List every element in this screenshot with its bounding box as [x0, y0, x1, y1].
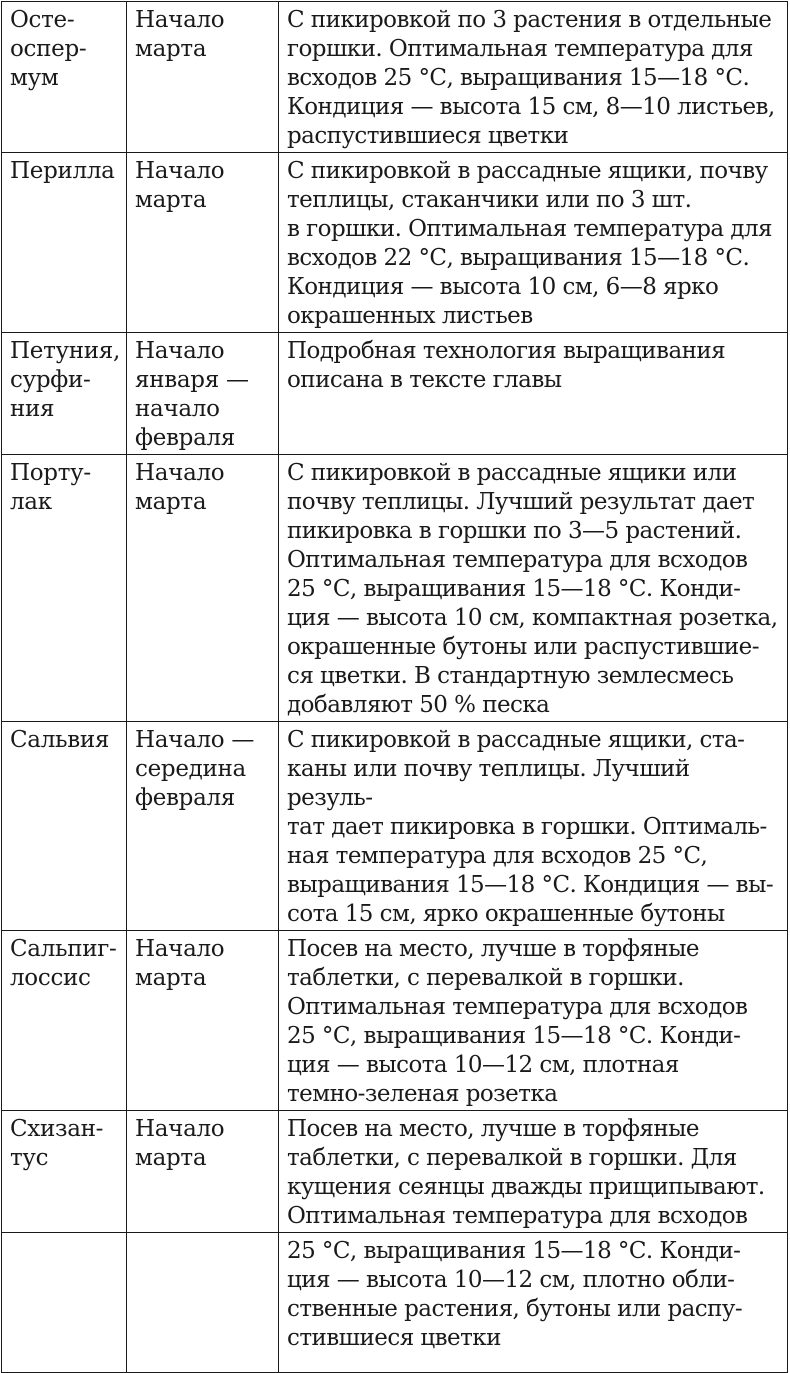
growing-notes-cell [279, 722, 788, 931]
table-row-osteospermum [2, 2, 788, 153]
sowing-date: Начало марта [135, 936, 225, 991]
plant-name-cell [2, 153, 127, 333]
growing-notes-cell [279, 1111, 788, 1233]
growing-notes: Посев на место, лучше в торфяные таблетки, с перевалкой в горшки. Для кущения сеянцы дважды прищипывают. Оптимальная температура для всходов [287, 1116, 765, 1229]
sowing-date-cell [127, 722, 279, 931]
table-row-schizanthus [2, 1111, 788, 1233]
growing-notes: Посев на место, лучше в торфяные таблетки, с перевалкой в горшки. Оптимальная температура для всходов 25 °С, выращивания 15—18 °С. Конди- ция — высота 10—12 см, плотная темно-зеленая розетка [287, 936, 748, 1107]
plant-name: Сальпиг- лоссис [10, 936, 117, 991]
table-row-salvia [2, 722, 788, 931]
growing-notes: С пикировкой в рассадные ящики, почву теплицы, стаканчики или по 3 шт. в горшки. Оптимальная температура для всходов 22 °С, выращивания 15—18 °С. Кондиция — высота 10 см, 6—8 ярко окрашенных листьев [287, 158, 772, 329]
table-row-petunia [2, 333, 788, 455]
sowing-date-cell [127, 153, 279, 333]
growing-notes: С пикировкой по 3 растения в отдельные горшки. Оптимальная температура для всходов 25 °С, выращивания 15—18 °С. Кондиция — высота 15 см, 8—10 листьев, распустившиеся цветки [287, 7, 775, 149]
growing-notes-cell [279, 455, 788, 722]
plant-name-cell [2, 931, 127, 1111]
sowing-date-cell [127, 2, 279, 153]
growing-notes-cell [279, 333, 788, 455]
table-row-salpiglossis [2, 931, 788, 1111]
sowing-date-cell [127, 455, 279, 722]
plant-name-cell [2, 1111, 127, 1233]
plant-name-cell [2, 455, 127, 722]
plant-name: Осте- оспер- мум [10, 7, 87, 91]
plant-name-cell [2, 333, 127, 455]
plant-name: Схизан- тус [10, 1116, 104, 1171]
plant-name: Порту- лак [10, 460, 91, 515]
plant-sowing-table [1, 1, 788, 1373]
growing-notes-cell [279, 2, 788, 153]
plant-name: Петуния, сурфи- ния [10, 338, 121, 422]
growing-notes-cell [279, 1233, 788, 1373]
sowing-date: Начало марта [135, 158, 225, 213]
growing-notes: С пикировкой в рассадные ящики или почву теплицы. Лучший результат дает пикировка в горшки по 3—5 растений. Оптимальная температура для всходов 25 °С, выращивания 15—18 °С. Конди- ция — высота 10 см, компактная розетка, окрашенные бутоны или распустившие- ся цветки. В стандартную землесмесь добавляют 50 % песка [287, 460, 778, 718]
plant-name: Сальвия [10, 727, 110, 753]
sowing-date-cell [127, 931, 279, 1111]
sowing-date: Начало января — начало февраля [135, 338, 249, 451]
plant-name: Перилла [10, 158, 115, 184]
growing-notes: Подробная технология выращивания описана в тексте главы [287, 338, 726, 393]
sowing-date: Начало марта [135, 460, 225, 515]
sowing-date-cell [127, 1233, 279, 1373]
table-row-perilla [2, 153, 788, 333]
sowing-date-cell [127, 333, 279, 455]
sowing-date: Начало марта [135, 7, 225, 62]
sowing-date: Начало марта [135, 1116, 225, 1171]
growing-notes: С пикировкой в рассадные ящики, ста- каны или почву теплицы. Лучший резуль- тат дает пикировка в горшки. Оптималь- ная температура для всходов 25 °С, выращивания 15—18 °С. Кондиция — вы- сота 15 см, ярко окрашенные бутоны [287, 727, 774, 927]
sowing-date: Начало — середина февраля [135, 727, 255, 811]
table-row-schizanthus-continued [2, 1233, 788, 1373]
plant-name-cell [2, 1233, 127, 1373]
table-row-portulaca [2, 455, 788, 722]
plant-name-cell [2, 722, 127, 931]
growing-notes-cell [279, 153, 788, 333]
plant-name-cell [2, 2, 127, 153]
growing-notes-cell [279, 931, 788, 1111]
sowing-date-cell [127, 1111, 279, 1233]
growing-notes: 25 °С, выращивания 15—18 °С. Конди- ция — высота 10—12 см, плотно обли- ственные растения, бутоны или распу- стившиеся цветки [287, 1238, 743, 1351]
